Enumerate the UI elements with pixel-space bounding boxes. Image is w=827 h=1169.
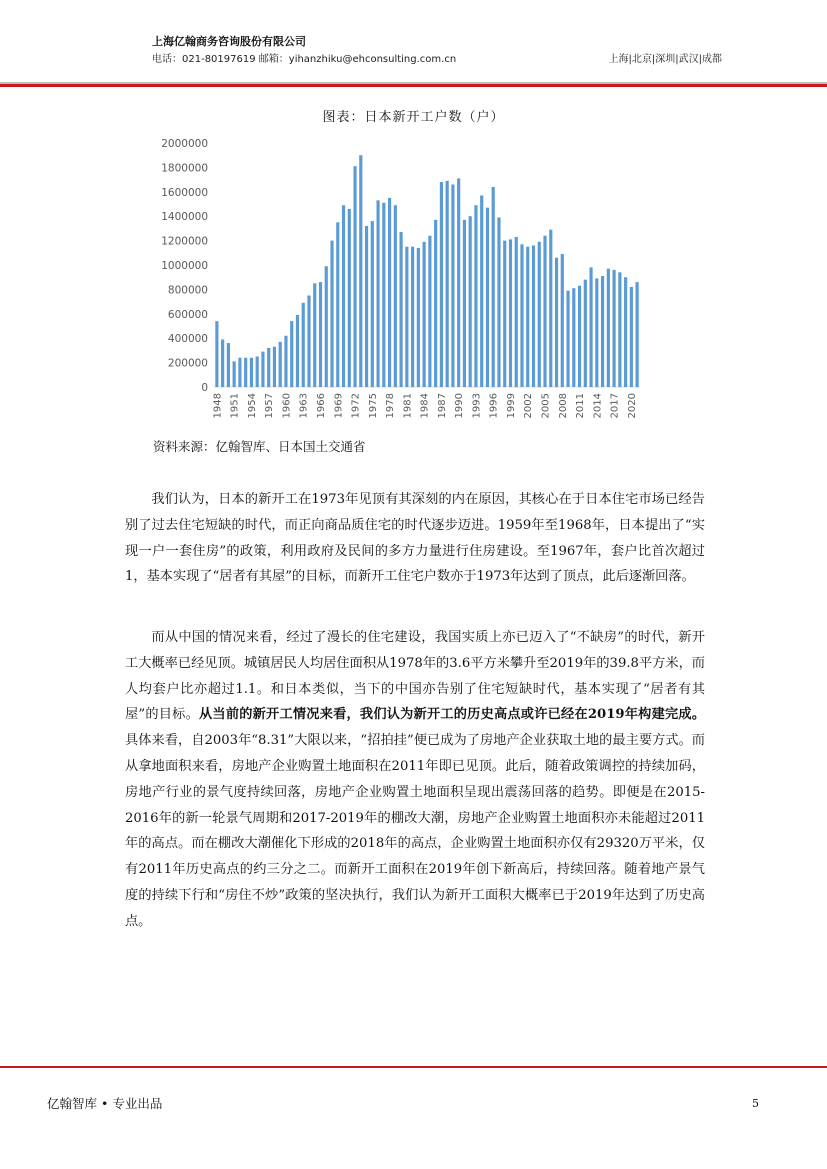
paragraph-1-text: 我们认为，日本的新开工在1973年见顶有其深刻的内在原因，其核心在于日本住宅市场已经告别了过去住宅短缺的时代，而正向商品质住宅的时代逐步迈进。1959年至1968年，日本提出了“实现一户一套住房”的政策，利用政府及民间的多方力量进行住房建设。至1967年，套户比首次超过1，基本实现了“居者有其屋”的目标，而新开工住宅户数亦于1973年达到了顶点，此后逐渐回落。 (125, 492, 705, 585)
x-tick-label: 1951 (229, 393, 241, 419)
bar-2009 (566, 291, 569, 387)
x-tick-label: 2008 (557, 393, 569, 419)
bar-1990 (457, 178, 460, 387)
y-tick-label: 600000 (167, 308, 208, 321)
x-tick-label: 1960 (281, 393, 293, 419)
x-tick-label: 1969 (333, 393, 345, 419)
y-tick-label: 2000000 (161, 138, 208, 150)
bar-1992 (469, 216, 472, 387)
contact-info: 电话：021-80197619 邮箱：yihanzhiku@ehconsulting.com.cn (152, 54, 457, 65)
bar-1988 (446, 181, 449, 387)
bar-1962 (296, 315, 299, 387)
x-tick-label: 1978 (385, 393, 397, 419)
bar-2005 (543, 236, 546, 387)
y-tick-label: 1200000 (161, 235, 208, 248)
x-tick-label: 1990 (454, 393, 466, 419)
bar-1976 (376, 200, 379, 387)
bar-1975 (371, 221, 374, 387)
bar-2006 (549, 230, 552, 387)
bar-1966 (319, 282, 322, 387)
bar-1959 (279, 342, 282, 387)
bar-2017 (613, 270, 616, 387)
bar-1956 (261, 352, 264, 387)
bar-2007 (555, 258, 558, 387)
x-tick-label: 1954 (246, 393, 258, 419)
office-cities: 上海|北京|深圳|武汉|成都 (608, 54, 722, 65)
chart-title: 图表：日本新开工户数（户） (322, 110, 505, 125)
y-tick-label: 1800000 (161, 162, 208, 175)
y-tick-label: 0 (201, 382, 208, 394)
chart-source: 资料来源：亿翰智库、日本国土交通省 (153, 439, 366, 454)
bar-1993 (474, 205, 477, 387)
x-tick-label: 1987 (436, 393, 448, 419)
bar-1995 (486, 208, 489, 387)
bar-2014 (595, 278, 598, 387)
bar-1957 (267, 348, 270, 387)
bar-1948 (215, 321, 218, 387)
x-tick-label: 1972 (350, 393, 362, 419)
bar-1973 (359, 155, 362, 387)
bar-2001 (520, 244, 523, 387)
bar-2021 (636, 282, 639, 387)
bar-1977 (382, 203, 385, 387)
bar-1999 (509, 239, 512, 387)
bar-1952 (238, 358, 241, 387)
bar-2018 (618, 272, 621, 387)
bar-1984 (423, 242, 426, 387)
bar-1996 (492, 187, 495, 387)
x-tick-label: 1996 (488, 393, 500, 419)
x-tick-label: 2017 (609, 393, 621, 419)
bar-1970 (342, 205, 345, 387)
y-tick-label: 200000 (167, 357, 208, 370)
bar-1961 (290, 321, 293, 387)
bar-2000 (515, 237, 518, 387)
bar-1953 (244, 358, 247, 387)
bar-1998 (503, 241, 506, 387)
x-tick-label: 1981 (402, 393, 414, 419)
bar-1949 (221, 339, 224, 387)
footer-brand: 亿翰智库 • 专业出品 (47, 1096, 163, 1111)
bar-1974 (365, 226, 368, 387)
x-tick-label: 1966 (316, 393, 327, 419)
paragraph-2-part-a: 而从中国的情况来看，经过了漫长的住宅建设，我国实质上亦已迈入了“不缺房”的时代，新开工大概率已经见顶。城镇居民人均居住面积从1978年的3.6平方米攀升至2019年的39.8平方米，而人均套户比亦超过1.1。和日本类似，当下的中国亦告别了住宅短缺时代，基本实现了“居者有其屋”的目标。 (125, 630, 705, 723)
x-tick-label: 1984 (419, 393, 431, 419)
bar-1987 (440, 182, 443, 387)
bar-2008 (561, 254, 564, 387)
bar-1969 (336, 222, 339, 387)
x-tick-label: 2011 (575, 393, 587, 419)
x-tick-label: 2005 (540, 393, 552, 419)
bar-1994 (480, 195, 483, 387)
paragraph-2-bold: 从当前的新开工情况来看，我们认为新开工的历史高点或许已经在2019年构建完成。 (199, 707, 706, 723)
bar-1963 (302, 303, 305, 387)
x-tick-label: 1957 (264, 393, 276, 419)
bar-1965 (313, 283, 316, 387)
bar-chart (150, 128, 650, 428)
bar-2011 (578, 286, 581, 387)
company-name: 上海亿翰商务咨询股份有限公司 (152, 35, 306, 48)
x-tick-label: 1948 (212, 393, 224, 419)
bar-1986 (434, 220, 437, 387)
y-tick-label: 400000 (167, 333, 208, 346)
bar-1951 (233, 361, 236, 387)
bar-1991 (463, 220, 466, 387)
header-divider-red (0, 84, 827, 87)
x-tick-label: 2020 (626, 393, 638, 419)
bar-2016 (607, 269, 610, 387)
bar-1968 (330, 241, 333, 387)
x-tick-label: 1993 (471, 393, 483, 419)
bar-1997 (497, 217, 500, 387)
bar-2015 (601, 276, 604, 387)
bar-1960 (284, 336, 287, 387)
footer-divider (0, 1066, 827, 1068)
bar-1982 (411, 247, 414, 387)
paragraph-2-part-b: 具体来看，自2003年“8.31”大限以来，“招拍挂”便已成为了房地产企业获取土地的最主要方式。而从拿地面积来看，房地产企业购置土地面积在2011年即已见顶。此后，随着政策调控的持续加码，房地产行业的景气度持续回落，房地产企业购置土地面积呈现出震荡回落的趋势。即便是在2015-2016年的新一轮景气周期和2017-2019年的棚改大潮，房地产企业购置土地面积亦未能超过2011年的高点。而在棚改大潮催化下形成的2018年的高点，企业购置土地面积亦仅有29320万平米，仅有2011年历史高点的约三分之二。而新开工面积在2019年创下新高后，持续回落。随着地产景气度的持续下行和“房住不炒”政策的坚决执行，我们认为新开工面积大概率已于2019年达到了历史高点。 (125, 733, 705, 929)
bar-1983 (417, 248, 420, 387)
paragraph-2 (125, 625, 705, 935)
x-tick-label: 2002 (523, 393, 535, 419)
y-tick-label: 1000000 (161, 260, 208, 272)
bar-2003 (532, 245, 535, 387)
page-number: 5 (752, 1097, 759, 1110)
bar-1972 (353, 166, 356, 387)
bar-1967 (325, 266, 328, 387)
paragraph-2-text (125, 625, 705, 935)
bar-1964 (307, 296, 310, 388)
y-tick-label: 1600000 (161, 186, 208, 199)
bar-1955 (256, 357, 259, 388)
x-tick-label: 2014 (592, 393, 604, 419)
bar-1971 (348, 209, 351, 387)
bar-1981 (405, 247, 408, 387)
bar-2020 (630, 287, 633, 387)
bar-2004 (538, 242, 541, 387)
bar-1979 (394, 205, 397, 387)
bar-1954 (250, 358, 253, 387)
y-tick-label: 800000 (167, 284, 208, 297)
y-tick-label: 1400000 (161, 211, 208, 224)
bar-2013 (589, 267, 592, 387)
bar-2010 (572, 288, 575, 387)
bar-2002 (526, 247, 529, 387)
bar-1980 (400, 232, 403, 387)
bar-2019 (624, 277, 627, 387)
bar-1958 (273, 347, 276, 387)
x-tick-label: 1999 (505, 393, 517, 419)
bar-1989 (451, 184, 454, 387)
x-tick-label: 1963 (298, 393, 310, 419)
bar-1950 (227, 343, 230, 387)
bar-2012 (584, 280, 587, 387)
bar-1978 (388, 198, 391, 387)
bar-1985 (428, 236, 431, 387)
x-tick-label: 1975 (367, 393, 379, 419)
paragraph-1 (125, 487, 705, 590)
